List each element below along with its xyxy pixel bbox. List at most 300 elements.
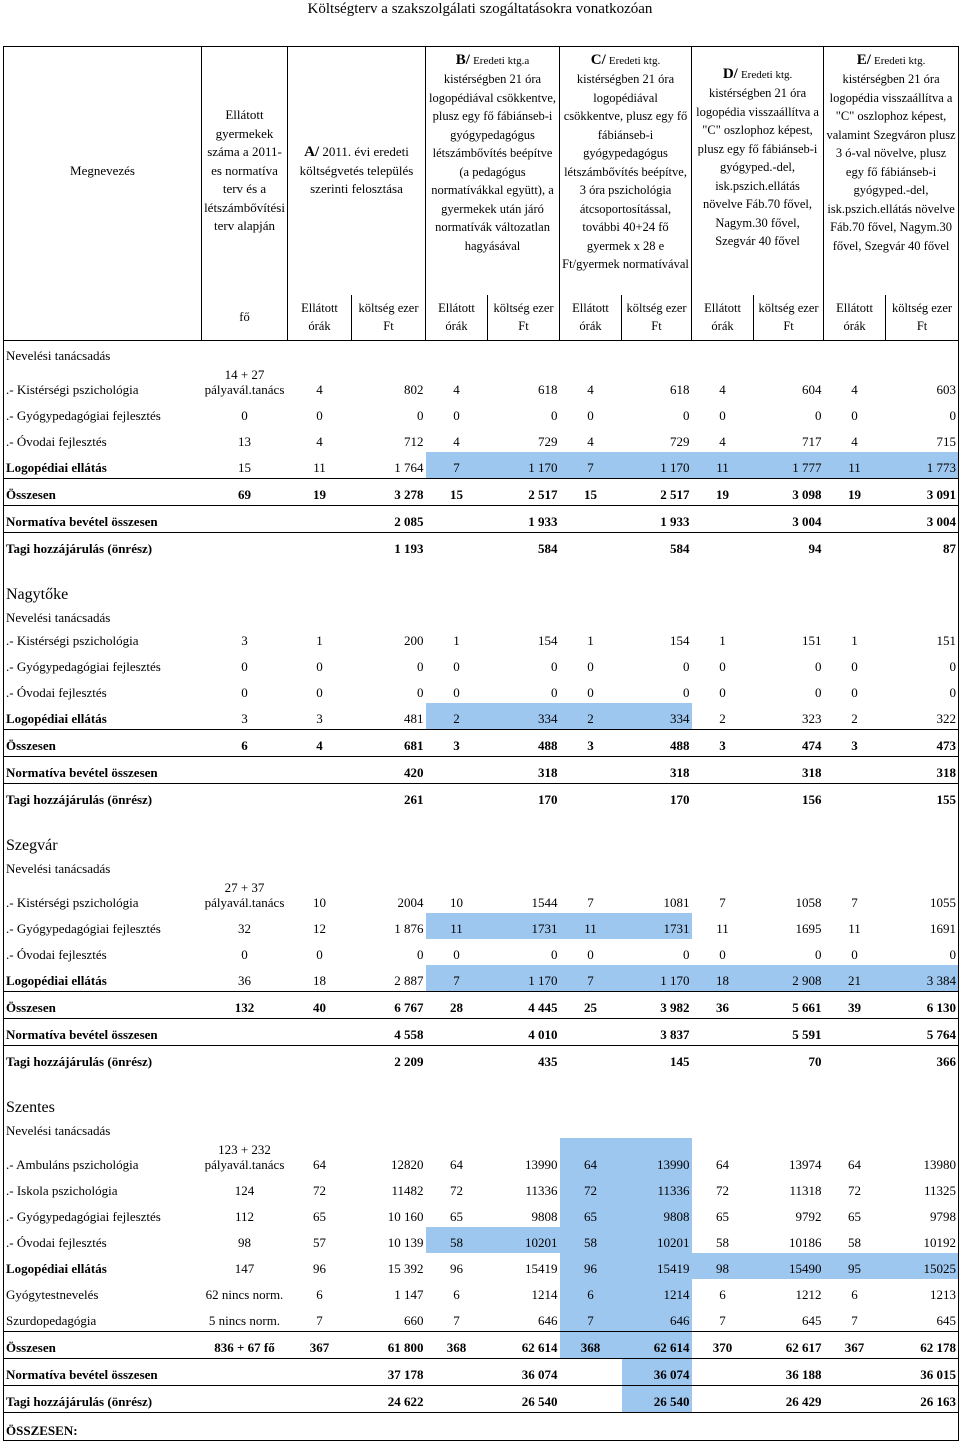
row-fo bbox=[202, 756, 288, 783]
row-value: 1 933 bbox=[622, 505, 692, 532]
row-value: 10 bbox=[450, 894, 463, 910]
row-value bbox=[824, 1045, 886, 1072]
row-value: 155 bbox=[886, 783, 959, 810]
row-value: 95 bbox=[824, 1253, 886, 1279]
row-value: 72 bbox=[716, 1182, 730, 1198]
row-value: 10201 bbox=[622, 1227, 692, 1253]
row-value: 154 bbox=[538, 632, 558, 648]
cost-table bbox=[3, 46, 958, 1438]
row-label: Tagi hozzájárulás (önrész) bbox=[4, 1045, 202, 1072]
row-value: 488 bbox=[622, 729, 692, 756]
row-value: 0 bbox=[417, 407, 424, 423]
row-value: 26 540 bbox=[488, 1385, 560, 1412]
row-value: 11336 bbox=[525, 1182, 558, 1198]
row-value: 21 bbox=[824, 965, 886, 992]
row-fo bbox=[202, 1018, 288, 1045]
row-value: 64 bbox=[313, 1156, 326, 1172]
row-value: 1 bbox=[453, 632, 460, 648]
row-value: 0 bbox=[815, 658, 822, 674]
row-value: 2 908 bbox=[754, 965, 824, 992]
row-value: 26 429 bbox=[754, 1385, 824, 1412]
row-value: 1 170 bbox=[622, 452, 692, 479]
row-label: Logopédiai ellátás bbox=[4, 1253, 202, 1279]
row-value: 10201 bbox=[488, 1227, 560, 1253]
header-a-orak: Ellátott órák bbox=[288, 295, 352, 341]
row-value bbox=[288, 783, 352, 810]
row-value: 366 bbox=[886, 1045, 959, 1072]
table-row bbox=[4, 677, 959, 703]
row-value bbox=[692, 783, 754, 810]
section-subtitle: Nevelési tanácsadás bbox=[4, 854, 202, 876]
row-fo: 27 + 37 pályavál.tanács bbox=[204, 879, 285, 910]
table-row bbox=[4, 1018, 959, 1045]
row-value: 3 bbox=[824, 729, 886, 756]
table-row bbox=[4, 1138, 959, 1175]
row-value: 3 384 bbox=[886, 965, 959, 992]
row-value: 11325 bbox=[886, 1175, 959, 1201]
row-value: 1544 bbox=[531, 894, 558, 910]
row-value: 7 bbox=[719, 894, 726, 910]
row-value: 584 bbox=[488, 532, 560, 559]
row-value bbox=[426, 1018, 488, 1045]
row-value: 645 bbox=[802, 1312, 822, 1328]
row-value: 318 bbox=[622, 756, 692, 783]
row-value: 0 bbox=[719, 407, 726, 423]
header-a-koltseg: költség ezer Ft bbox=[352, 295, 426, 341]
row-value: 9798 bbox=[886, 1201, 959, 1227]
row-value bbox=[426, 1385, 488, 1412]
table-row bbox=[4, 1385, 959, 1412]
row-value: 36 074 bbox=[622, 1358, 692, 1385]
row-value: 7 bbox=[453, 1312, 460, 1328]
row-value: 11 bbox=[560, 913, 622, 939]
row-value: 15 bbox=[426, 478, 488, 505]
row-value: 15 392 bbox=[387, 1260, 424, 1276]
row-value: 10 160 bbox=[387, 1208, 424, 1224]
document-title: Költségterv a szakszolgálati szogáltatásokra vonatkozóan bbox=[307, 1, 653, 17]
row-value: 9808 bbox=[622, 1201, 692, 1227]
row-value: 2 209 bbox=[352, 1045, 426, 1072]
row-value: 10186 bbox=[789, 1234, 822, 1250]
row-value: 0 bbox=[815, 684, 822, 700]
row-value: 19 bbox=[824, 478, 886, 505]
row-value: 367 bbox=[288, 1331, 352, 1358]
row-value: 87 bbox=[886, 532, 959, 559]
row-value: 1 bbox=[587, 632, 594, 648]
header-col-b-letter: B/ bbox=[455, 51, 470, 68]
row-value bbox=[824, 1358, 886, 1385]
row-fo: 836 + 67 fő bbox=[202, 1331, 288, 1358]
row-value: 0 bbox=[453, 684, 460, 700]
row-value: 2 517 bbox=[488, 478, 560, 505]
header-col-e bbox=[824, 47, 959, 295]
row-value: 1055 bbox=[886, 876, 959, 913]
row-value: 473 bbox=[886, 729, 959, 756]
row-value: 62 617 bbox=[754, 1331, 824, 1358]
row-value: 4 bbox=[587, 433, 594, 449]
header-e-orak: Ellátott órák bbox=[824, 295, 886, 341]
header-b-koltseg: költség ezer Ft bbox=[488, 295, 560, 341]
row-value bbox=[560, 1385, 622, 1412]
row-value: 36 074 bbox=[488, 1358, 560, 1385]
table-row bbox=[4, 1253, 959, 1279]
row-label: .- Gyógypedagógiai fejlesztés bbox=[4, 400, 202, 426]
row-label: Logopédiai ellátás bbox=[4, 452, 202, 479]
row-value: 0 bbox=[587, 684, 594, 700]
row-value bbox=[692, 505, 754, 532]
row-value: 58 bbox=[716, 1234, 730, 1250]
row-value: 0 bbox=[851, 658, 858, 674]
row-value: 6 130 bbox=[886, 991, 959, 1018]
row-value: 18 bbox=[692, 965, 754, 992]
row-value: 1214 bbox=[622, 1279, 692, 1305]
table-row bbox=[4, 452, 959, 479]
row-value: 65 bbox=[848, 1208, 862, 1224]
row-label: Tagi hozzájárulás (önrész) bbox=[4, 783, 202, 810]
table-row bbox=[4, 939, 959, 965]
row-value: 0 bbox=[551, 946, 558, 962]
row-value: 0 bbox=[587, 658, 594, 674]
row-fo bbox=[202, 1385, 288, 1412]
row-value: 322 bbox=[886, 703, 959, 730]
row-fo: 32 bbox=[238, 920, 251, 936]
table-row bbox=[4, 703, 959, 730]
header-col-b-text: kistérségben 21 óra logopédiával csökkentve, plusz egy fő fábiánseb-i gyógypedagógus létszámbővítés beépítve (a pedagógus normatívákkal együtt), a gyermekek után járó normatívák változatlan hagyásával bbox=[428, 72, 557, 253]
row-value: 0 bbox=[886, 939, 959, 965]
row-value: 2 bbox=[719, 710, 726, 726]
table-row bbox=[4, 729, 959, 756]
row-value: 5 591 bbox=[754, 1018, 824, 1045]
row-value: 0 bbox=[316, 407, 323, 423]
row-value: 2 517 bbox=[622, 478, 692, 505]
row-value: 39 bbox=[824, 991, 886, 1018]
row-value: 58 bbox=[426, 1227, 488, 1253]
row-label: Logopédiai ellátás bbox=[4, 703, 202, 730]
row-fo: 3 bbox=[241, 710, 248, 726]
row-value: 5 661 bbox=[754, 991, 824, 1018]
row-label: Normatíva bevétel összesen bbox=[4, 756, 202, 783]
header-col-b bbox=[426, 47, 560, 295]
row-value: 19 bbox=[692, 478, 754, 505]
row-value bbox=[426, 532, 488, 559]
row-value: 0 bbox=[417, 658, 424, 674]
row-value: 3 004 bbox=[754, 505, 824, 532]
row-value: 1 764 bbox=[394, 459, 424, 475]
row-value bbox=[288, 1018, 352, 1045]
row-value: 62 178 bbox=[886, 1331, 959, 1358]
row-label: Összesen bbox=[4, 1331, 202, 1358]
row-value: 98 bbox=[692, 1253, 754, 1279]
row-fo: 3 bbox=[241, 632, 248, 648]
row-value bbox=[560, 505, 622, 532]
row-value bbox=[824, 756, 886, 783]
row-value: 7 bbox=[560, 965, 622, 992]
row-fo: 62 nincs norm. bbox=[205, 1286, 284, 1302]
row-value: 1214 bbox=[531, 1286, 558, 1302]
row-value: 717 bbox=[802, 433, 822, 449]
row-value: 0 bbox=[417, 684, 424, 700]
row-label: .- Iskola pszichológia bbox=[4, 1175, 202, 1201]
row-value: 65 bbox=[450, 1208, 463, 1224]
row-value: 7 bbox=[426, 965, 488, 992]
row-value bbox=[560, 532, 622, 559]
row-value: 1081 bbox=[663, 894, 690, 910]
row-value: 1695 bbox=[795, 920, 822, 936]
row-label: Normatíva bevétel összesen bbox=[4, 1018, 202, 1045]
header-col-d-text: kistérségben 21 óra logopédia visszaállítva a "C" oszlophoz képest, plusz egy fő fábiánseb-i gyógyped.-del, isk.pszich.ellátás növelve Fáb.70 fővel, Nagym.30 fővel, Szegvár 40 fővel bbox=[696, 86, 819, 249]
row-value: 28 bbox=[426, 991, 488, 1018]
header-col-d bbox=[692, 47, 824, 295]
row-value: 3 bbox=[316, 710, 323, 726]
row-value: 4 bbox=[719, 381, 726, 397]
row-value: 2 887 bbox=[394, 972, 424, 988]
row-value: 10 139 bbox=[387, 1234, 424, 1250]
row-value bbox=[692, 1358, 754, 1385]
row-value: 1 bbox=[851, 632, 858, 648]
row-value: 72 bbox=[848, 1182, 862, 1198]
row-label: Normatíva bevétel összesen bbox=[4, 505, 202, 532]
row-value: 618 bbox=[538, 381, 558, 397]
table-row bbox=[4, 505, 959, 532]
row-fo: 0 bbox=[241, 946, 248, 962]
row-value: 64 bbox=[716, 1156, 730, 1172]
row-value: 7 bbox=[587, 894, 594, 910]
row-value: 4 bbox=[587, 381, 594, 397]
row-value: 4 bbox=[453, 433, 460, 449]
row-value: 156 bbox=[754, 783, 824, 810]
row-value: 6 bbox=[560, 1279, 622, 1305]
row-value: 0 bbox=[719, 658, 726, 674]
row-value: 72 bbox=[560, 1175, 622, 1201]
row-value: 65 bbox=[560, 1201, 622, 1227]
row-value: 318 bbox=[754, 756, 824, 783]
table-row bbox=[4, 913, 959, 939]
row-fo bbox=[202, 1045, 288, 1072]
header-col-e-small: Eredeti ktg. bbox=[874, 54, 926, 67]
row-fo: 13 bbox=[238, 433, 251, 449]
row-label: Tagi hozzájárulás (önrész) bbox=[4, 1385, 202, 1412]
cost-table-grid bbox=[3, 46, 959, 1441]
row-value: 0 bbox=[683, 658, 690, 674]
row-value: 36 015 bbox=[886, 1358, 959, 1385]
row-fo: 132 bbox=[202, 991, 288, 1018]
row-value: 802 bbox=[404, 381, 424, 397]
row-value: 0 bbox=[683, 684, 690, 700]
table-row bbox=[4, 1305, 959, 1332]
table-row bbox=[4, 965, 959, 992]
row-value: 604 bbox=[802, 381, 822, 397]
row-value: 0 bbox=[683, 407, 690, 423]
footer-osszesen: ÖSSZESEN: bbox=[4, 1412, 202, 1440]
row-value: 370 bbox=[692, 1331, 754, 1358]
row-value bbox=[692, 756, 754, 783]
row-value: 7 bbox=[560, 1305, 622, 1332]
row-value: 4 bbox=[719, 433, 726, 449]
row-value: 11 bbox=[692, 452, 754, 479]
row-value: 0 bbox=[815, 946, 822, 962]
row-fo: 98 bbox=[238, 1234, 251, 1250]
row-value: 170 bbox=[622, 783, 692, 810]
row-value: 1058 bbox=[795, 894, 822, 910]
row-value: 1 193 bbox=[352, 532, 426, 559]
header-col-d-small: Eredeti ktg. bbox=[740, 68, 793, 81]
header-col-b-small: Eredeti ktg.a bbox=[473, 54, 530, 67]
row-value: 19 bbox=[288, 478, 352, 505]
row-value: 1 876 bbox=[394, 920, 424, 936]
row-value: 1 147 bbox=[394, 1286, 424, 1302]
row-fo: 123 + 232 pályavál.tanács bbox=[204, 1141, 285, 1172]
row-value: 1731 bbox=[622, 913, 692, 939]
row-fo bbox=[202, 505, 288, 532]
table-row bbox=[4, 1358, 959, 1385]
row-value bbox=[426, 1045, 488, 1072]
row-value: 2 085 bbox=[352, 505, 426, 532]
row-value bbox=[824, 1385, 886, 1412]
row-value bbox=[692, 532, 754, 559]
row-value bbox=[426, 756, 488, 783]
header-col-c-text: kistérségben 21 óra logopédiával csökkentve, plusz egy fő fábiánseb-i gyógypedagógus létszámbővítés beépítve, 3 óra pszichológia átcsoportosítással, további 40+24 fő gyermek x 28 e Ft/gyermek normatívával bbox=[562, 72, 689, 272]
row-value: 13974 bbox=[789, 1156, 822, 1172]
row-value: 145 bbox=[622, 1045, 692, 1072]
row-value bbox=[426, 1358, 488, 1385]
row-value: 37 178 bbox=[352, 1358, 426, 1385]
header-col-a-letter: A/ bbox=[304, 144, 320, 160]
header-c-koltseg: költség ezer Ft bbox=[622, 295, 692, 341]
row-value bbox=[824, 532, 886, 559]
table-row bbox=[4, 426, 959, 452]
header-d-koltseg: költség ezer Ft bbox=[754, 295, 824, 341]
section-subtitle: Nevelési tanácsadás bbox=[4, 1116, 202, 1138]
section-subtitle: Nevelési tanácsadás bbox=[4, 603, 202, 625]
table-row bbox=[4, 991, 959, 1018]
row-value: 7 bbox=[560, 452, 622, 479]
row-value: 645 bbox=[886, 1305, 959, 1332]
row-value: 9792 bbox=[795, 1208, 822, 1224]
section-title: Szentes bbox=[4, 1094, 202, 1116]
row-value: 1 bbox=[719, 632, 726, 648]
row-label: .- Gyógypedagógiai fejlesztés bbox=[4, 913, 202, 939]
row-value: 0 bbox=[551, 684, 558, 700]
row-value: 96 bbox=[450, 1260, 463, 1276]
row-fo: 124 bbox=[234, 1182, 255, 1198]
row-value: 6 bbox=[719, 1286, 726, 1302]
row-value: 0 bbox=[587, 407, 594, 423]
row-value: 94 bbox=[754, 532, 824, 559]
table-row bbox=[4, 756, 959, 783]
row-value: 0 bbox=[453, 946, 460, 962]
row-value: 26 540 bbox=[622, 1385, 692, 1412]
row-value: 0 bbox=[453, 407, 460, 423]
row-fo: 0 bbox=[241, 407, 248, 423]
row-value: 0 bbox=[815, 407, 822, 423]
header-col-a-text: 2011. évi eredeti költségvetés település szerinti felosztása bbox=[299, 144, 414, 196]
row-value: 0 bbox=[851, 407, 858, 423]
row-value: 11 bbox=[313, 459, 326, 475]
row-value: 9808 bbox=[531, 1208, 558, 1224]
row-value: 0 bbox=[851, 684, 858, 700]
row-fo: 0 bbox=[241, 684, 248, 700]
row-value: 151 bbox=[802, 632, 822, 648]
row-value: 64 bbox=[848, 1156, 862, 1172]
row-value: 15490 bbox=[754, 1253, 824, 1279]
row-label: .- Óvodai fejlesztés bbox=[4, 939, 202, 965]
row-label: .- Óvodai fejlesztés bbox=[4, 426, 202, 452]
row-value: 96 bbox=[313, 1260, 326, 1276]
row-value: 715 bbox=[886, 426, 959, 452]
row-value: 1 777 bbox=[754, 452, 824, 479]
row-value: 2 bbox=[851, 710, 858, 726]
row-value: 4 bbox=[851, 433, 858, 449]
row-label: .- Óvodai fejlesztés bbox=[4, 677, 202, 703]
row-value: 4 bbox=[851, 381, 858, 397]
row-fo: 14 + 27 pályavál.tanács bbox=[204, 366, 285, 397]
row-value: 6 bbox=[453, 1286, 460, 1302]
row-fo: 5 nincs norm. bbox=[208, 1312, 281, 1328]
row-value: 4 bbox=[316, 433, 323, 449]
table-row bbox=[4, 876, 959, 913]
row-label: .- Óvodai fejlesztés bbox=[4, 1227, 202, 1253]
section-title: Nagytőke bbox=[4, 581, 202, 603]
row-value: 10192 bbox=[886, 1227, 959, 1253]
row-value: 712 bbox=[404, 433, 424, 449]
row-value: 15419 bbox=[525, 1260, 558, 1276]
row-value: 62 614 bbox=[488, 1331, 560, 1358]
row-label: Gyógytestnevelés bbox=[4, 1279, 202, 1305]
row-value: 3 bbox=[426, 729, 488, 756]
row-value: 1 933 bbox=[488, 505, 560, 532]
row-value bbox=[824, 505, 886, 532]
row-label: .- Kistérségi pszichológia bbox=[4, 363, 202, 400]
row-value: 72 bbox=[313, 1182, 326, 1198]
row-value: 2 bbox=[426, 703, 488, 730]
row-value: 96 bbox=[560, 1253, 622, 1279]
table-row bbox=[4, 478, 959, 505]
row-value: 0 bbox=[587, 946, 594, 962]
row-value: 7 bbox=[316, 1312, 323, 1328]
row-value: 646 bbox=[538, 1312, 558, 1328]
row-value bbox=[560, 783, 622, 810]
section-subtitle: Nevelési tanácsadás bbox=[4, 341, 202, 363]
row-value: 1 170 bbox=[488, 965, 560, 992]
table-row bbox=[4, 1175, 959, 1201]
row-value bbox=[560, 1358, 622, 1385]
row-value bbox=[288, 1045, 352, 1072]
header-col-c-small: Eredeti ktg. bbox=[608, 54, 661, 67]
table-row bbox=[4, 363, 959, 400]
row-value: 58 bbox=[560, 1227, 622, 1253]
row-value bbox=[288, 756, 352, 783]
header-e-koltseg: költség ezer Ft bbox=[886, 295, 959, 341]
row-value: 7 bbox=[851, 894, 858, 910]
header-d-orak: Ellátott órák bbox=[692, 295, 754, 341]
row-value: 3 091 bbox=[886, 478, 959, 505]
row-fo bbox=[202, 1358, 288, 1385]
row-value: 660 bbox=[404, 1312, 424, 1328]
row-fo: 6 bbox=[202, 729, 288, 756]
row-value: 1731 bbox=[488, 913, 560, 939]
header-col-c-letter: C/ bbox=[590, 51, 606, 68]
row-fo: 112 bbox=[234, 1208, 255, 1224]
row-value: 0 bbox=[417, 946, 424, 962]
row-label: Szurdopedagógia bbox=[4, 1305, 202, 1332]
row-value: 334 bbox=[488, 703, 560, 730]
row-value: 334 bbox=[622, 703, 692, 730]
table-row bbox=[4, 651, 959, 677]
row-value: 70 bbox=[754, 1045, 824, 1072]
row-value bbox=[692, 1018, 754, 1045]
row-value: 0 bbox=[886, 651, 959, 677]
row-value: 7 bbox=[426, 452, 488, 479]
